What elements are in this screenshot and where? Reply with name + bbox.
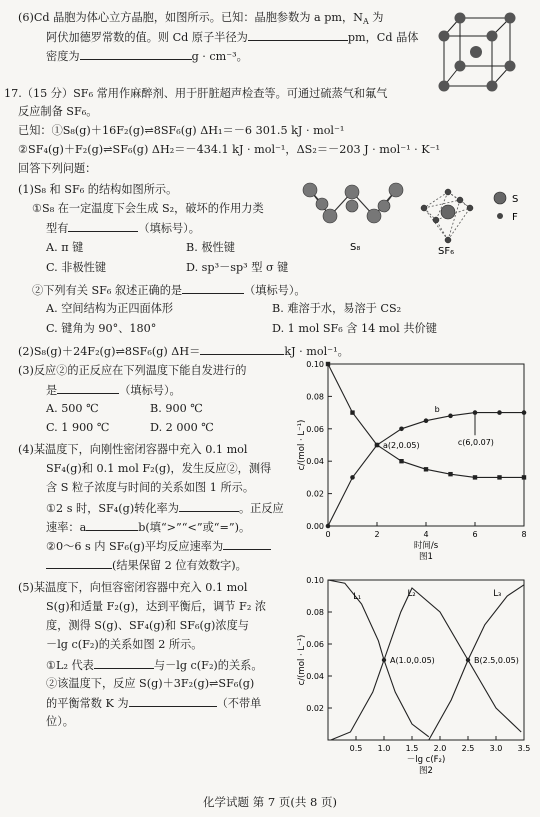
sf6-label: SF₆ — [438, 246, 455, 257]
answer-blank[interactable] — [223, 538, 271, 550]
answer-heading: 回答下列问题： — [18, 162, 97, 175]
y-tick-label: 0.10 — [306, 360, 324, 369]
option-c: C. 非极性键 — [46, 261, 107, 274]
fluorine-legend-icon — [497, 213, 503, 219]
x-axis-label: 时间/s — [413, 541, 439, 551]
option-b: B. 极性键 — [186, 241, 235, 254]
data-point-circle — [375, 443, 380, 448]
chart-title: 图1 — [419, 552, 433, 562]
data-point-circle — [424, 418, 429, 423]
q1b-line: ②下列有关 SF₆ 叙述正确的是 （填标号）。 — [32, 284, 306, 297]
data-point-circle — [448, 414, 453, 419]
y-tick-label: 0.02 — [306, 704, 324, 713]
answer-blank[interactable] — [68, 220, 138, 232]
x-tick-label: 2.0 — [433, 744, 447, 753]
page-footer: 化学试题 第 7 页(共 8 页) — [203, 795, 337, 809]
y-tick-label: 0.08 — [306, 392, 324, 402]
answer-blank[interactable] — [182, 282, 244, 294]
q4-line-5: 速率：a b(填“>”“<”或“=”)。 — [46, 521, 251, 534]
answer-blank[interactable] — [94, 657, 154, 669]
option-a: A. π 键 — [46, 241, 84, 254]
s8-structure — [303, 183, 403, 253]
option-2d: D. 1 mol SF₆ 含 14 mol 共价键 — [272, 322, 437, 335]
data-point-square — [497, 475, 501, 479]
q17-line-2: 反应制备 SF₆。 — [18, 105, 98, 118]
plot-frame — [328, 364, 524, 526]
q2-line: (2)S₈(g)＋24F₂(g)⇌8SF₆(g) ΔH＝ kJ · mol⁻¹。 — [18, 345, 349, 358]
annotation-c: c(6,0.07) — [457, 438, 494, 447]
q5-line-7: 的平衡常数 K 为 （不带单 — [46, 697, 262, 710]
legend-f: F — [512, 212, 518, 223]
temp-option-a: A. 500 ℃ — [46, 402, 99, 415]
figure-1-chart — [292, 358, 532, 570]
data-point-square — [399, 459, 403, 463]
data-point-square — [448, 472, 452, 476]
option-2a: A. 空间结构为正四面体形 — [46, 302, 174, 315]
series-label-L2: L₂ — [407, 589, 416, 599]
x-tick-label: 2 — [374, 530, 380, 539]
q5-line-6: ②该温度下，反应 S(g)＋3F₂(g)⇌SF₆(g) — [46, 677, 255, 690]
q4-line-2: SF₄(g)和 0.1 mol F₂(g)，发生反应②，测得 — [46, 462, 272, 475]
q17-line-1: 17.（15 分）SF₆ 常用作麻醉剂、用于肝脏超声检查等。可通过硫蒸气和氟气 — [4, 87, 388, 100]
x-tick-label: 3.0 — [489, 744, 503, 753]
answer-blank[interactable] — [86, 519, 138, 531]
data-point-circle — [350, 475, 355, 480]
y-tick-label: 0.06 — [306, 424, 324, 434]
x-tick-label: 0.5 — [349, 744, 363, 753]
q1a-line-2: 型有 （填标号）。 — [46, 222, 200, 235]
q6-line-2: 阿伏加德罗常数的值。则 Cd 原子半径为 pm，Cd 晶体 — [46, 31, 419, 44]
q5-line-3: 度，测得 S(g)、SF₄(g)和 SF₆(g)浓度与 — [46, 619, 249, 632]
answer-blank[interactable] — [129, 695, 217, 707]
q6-line-1: (6)Cd 晶胞为体心立方晶胞，如图所示。已知：晶胞参数为 a pm，$N_A$ 为 — [18, 11, 384, 27]
option-2c: C. 键角为 90°、180° — [46, 322, 157, 335]
data-point-square — [473, 475, 477, 479]
q5-line-8: 位）。 — [46, 715, 74, 728]
molecule-structures-figure — [300, 180, 536, 258]
x-tick-label: 3.5 — [517, 744, 531, 753]
x-tick-label: 1.5 — [405, 744, 419, 753]
temp-option-b: B. 900 ℃ — [150, 402, 203, 415]
q5-line-5: ①L₂ 代表 与－lg c(F₂)的关系。 — [46, 659, 263, 672]
legend-s: S — [512, 194, 519, 205]
series-label-L1: L₁ — [353, 592, 362, 603]
q4-line-4: ①2 s 时，SF₄(g)转化率为 。正反应 — [46, 502, 284, 515]
q1-title: (1)S₈ 和 SF₆ 的结构如图所示。 — [18, 183, 178, 196]
answer-blank[interactable] — [200, 343, 284, 355]
bcc-unit-cell-figure — [430, 6, 522, 98]
y-tick-label: 0.00 — [306, 522, 324, 531]
q5-line-4: －lg c(F₂)的关系如图 2 所示。 — [46, 638, 203, 651]
figure-2-chart — [292, 574, 532, 784]
data-point-circle — [399, 427, 404, 432]
x-tick-label: 1.0 — [377, 744, 391, 753]
annotation-A: A(1.0,0.05) — [390, 656, 435, 665]
annotation-B: B(2.5,0.05) — [474, 656, 519, 665]
data-point-square — [424, 467, 428, 471]
q3-line-2: 是 （填标号）。 — [46, 384, 181, 397]
y-tick-label: 0.10 — [306, 576, 324, 585]
y-tick-label: 0.08 — [306, 608, 324, 617]
point-B — [466, 658, 470, 662]
known-eq-2: ②SF₄(g)＋F₂(g)⇌SF₆(g) ΔH₂＝－434.1 kJ · mol⁻¹，ΔS₂＝－203 J · mol⁻¹ · K⁻¹ — [18, 143, 440, 156]
q4-line-6: ②0～6 s 内 SF₆(g)平均反应速率为 — [46, 538, 271, 554]
known-eq-1: 已知：①S₈(g)＋16F₂(g)⇌8SF₆(g) ΔH₁＝－6 301.5 kJ · mol⁻¹ — [18, 124, 345, 137]
x-tick-label: 0 — [325, 530, 331, 539]
q4-line-1: (4)某温度下，向刚性密闭容器中充入 0.1 mol — [18, 443, 248, 456]
x-tick-label: 2.5 — [461, 744, 475, 753]
sf6-structure — [421, 189, 473, 257]
y-tick-label: 0.04 — [306, 457, 324, 467]
y-tick-label: 0.02 — [306, 489, 324, 499]
annotation-b: b — [434, 404, 440, 414]
data-point-square — [350, 410, 354, 414]
point-A — [382, 658, 386, 662]
sulfur-legend-icon — [494, 192, 506, 204]
series-label-L3: L₃ — [493, 589, 502, 599]
data-point-square — [326, 362, 330, 366]
data-point-circle — [497, 410, 502, 415]
q3-line-1: (3)反应②的正反应在下列温度下能自发进行的 — [18, 364, 247, 377]
annotation-a: a(2,0.05) — [383, 441, 420, 450]
y-axis-label: c/(mol · L⁻¹) — [297, 419, 307, 471]
q4-line-3: 含 S 粒子浓度与时间的关系如图 1 所示。 — [46, 481, 255, 494]
s8-label: S₈ — [350, 242, 361, 253]
answer-blank[interactable] — [248, 29, 348, 41]
temp-option-d: D. 2 000 ℃ — [150, 421, 214, 434]
y-axis-label: c/(mol · L⁻¹) — [297, 634, 307, 686]
q4-line-7: (结果保留 2 位有效数字)。 — [46, 557, 247, 573]
answer-blank[interactable] — [80, 48, 192, 60]
data-point-circle — [522, 410, 527, 415]
q5-line-2: S(g)和适量 F₂(g)，达到平衡后，调节 F₂ 浓 — [46, 600, 267, 613]
option-d: D. sp³－sp³ 型 σ 键 — [186, 261, 289, 274]
answer-blank[interactable] — [46, 557, 112, 569]
option-2b: B. 难溶于水，易溶于 CS₂ — [272, 302, 402, 315]
temp-option-c: C. 1 900 ℃ — [46, 421, 110, 434]
chart-title: 图2 — [419, 766, 433, 776]
y-tick-label: 0.06 — [306, 640, 324, 649]
x-axis-label: －lg c(F₂) — [406, 755, 446, 765]
data-point-square — [522, 475, 526, 479]
q6-line-3: 密度为 g · cm⁻³。 — [46, 50, 248, 63]
x-tick-label: 4 — [423, 530, 429, 539]
data-point-circle — [326, 524, 331, 529]
q5-line-1: (5)某温度下，向恒容密闭容器中充入 0.1 mol — [18, 581, 248, 594]
q1a-line-1: ①S₈ 在一定温度下会生成 S₂，破坏的作用力类 — [32, 202, 264, 215]
y-tick-label: 0.04 — [306, 672, 324, 681]
x-tick-label: 6 — [472, 530, 478, 539]
answer-blank[interactable] — [179, 500, 239, 512]
answer-blank[interactable] — [57, 382, 119, 394]
x-tick-label: 8 — [521, 530, 527, 539]
